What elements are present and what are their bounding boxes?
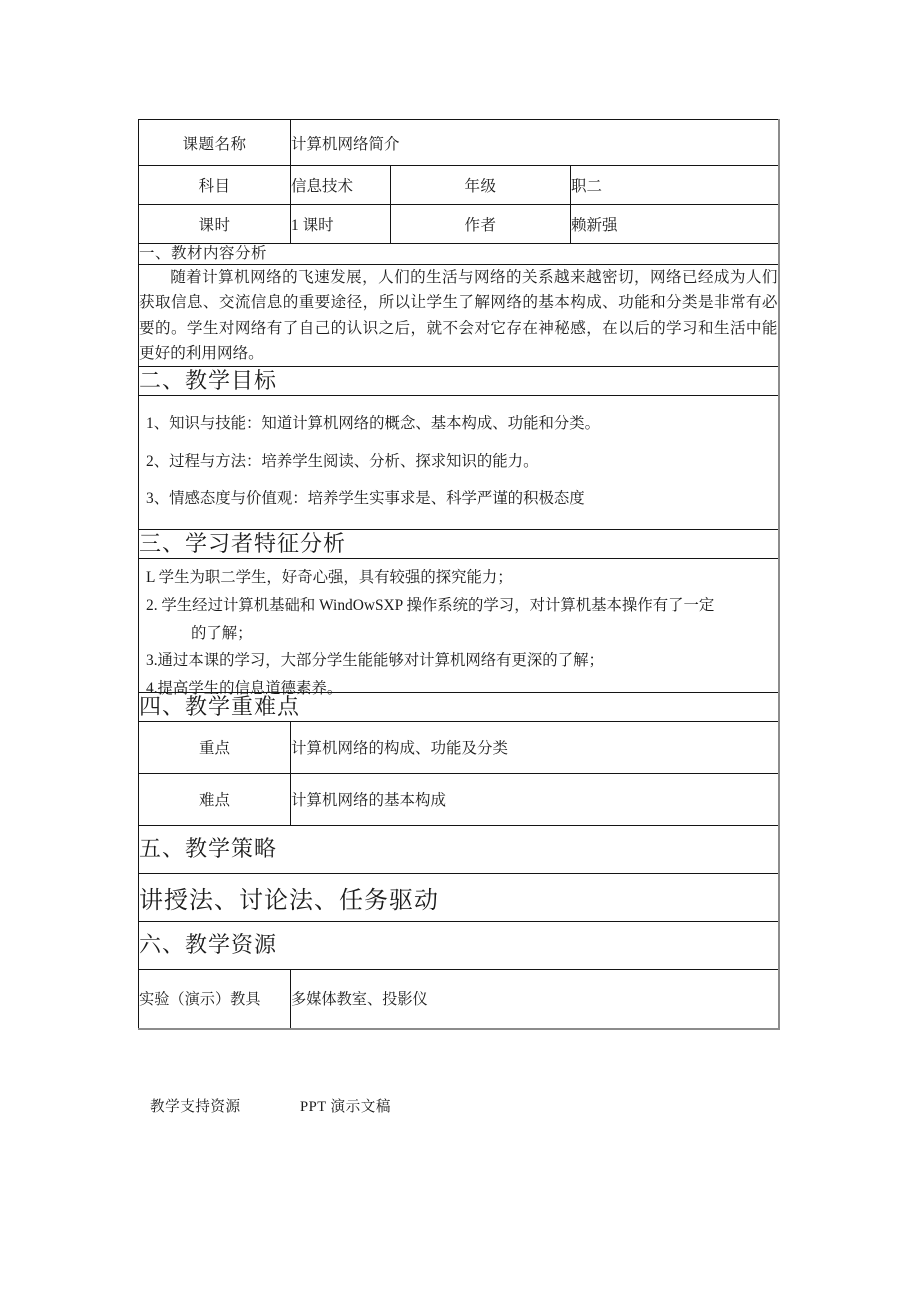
section-resources-heading: 六、教学资源	[139, 921, 779, 969]
topic-label: 课题名称	[139, 120, 291, 166]
author-value: 赖新强	[571, 205, 779, 244]
equipment-label: 实验（演示）教具	[139, 969, 291, 1029]
author-label: 作者	[391, 205, 571, 244]
table-row-material-heading	[139, 244, 779, 265]
section-material-heading: 一、教材内容分析	[139, 244, 779, 265]
equipment-value: 多媒体教室、投影仪	[291, 969, 779, 1029]
objective-item: 3、情感态度与价值观：培养学生实事求是、科学严谨的积极态度	[146, 490, 585, 508]
table-row-objectives-body	[139, 395, 779, 530]
table-row-difficulty	[139, 773, 779, 825]
subject-value: 信息技术	[291, 166, 391, 205]
table-row-equipment	[139, 969, 779, 1029]
table-row-learners-body	[139, 558, 779, 692]
difficulty-value: 计算机网络的基本构成	[291, 773, 779, 825]
section-objectives-list	[139, 395, 779, 530]
section-objectives-heading: 二、教学目标	[139, 367, 779, 396]
lesson-plan-table	[138, 119, 780, 1030]
table-row-objectives-heading	[139, 367, 779, 396]
grade-label: 年级	[391, 166, 571, 205]
section-material-paragraph: 随着计算机网络的飞速发展，人们的生活与网络的关系越来越密切，网络已经成为人们获取信息、交流信息的重要途径，所以让学生了解网络的基本构成、功能和分类是非常有必要的。学生对网络有了自己的认识之后，就不会对它存在神秘感，在以后的学习和生活中能更好的利用网络。	[139, 265, 779, 367]
learner-item-continuation: 的了解；	[191, 624, 253, 642]
support-resource-label: 教学支持资源	[150, 1099, 241, 1115]
objective-item: 2、过程与方法：培养学生阅读、分析、探求知识的能力。	[146, 452, 539, 470]
support-resource-value: PPT 演示文稿	[300, 1099, 391, 1115]
table-row-resources-heading	[139, 921, 779, 969]
learner-item: 2. 学生经过计算机基础和 WindOwSXP 操作系统的学习，对计算机基本操作有了一定	[146, 596, 715, 614]
learner-item: 4.提高学生的信息道德素养。	[146, 680, 343, 698]
learner-item: L 学生为职二学生，好奇心强，具有较强的探究能力；	[146, 568, 513, 586]
support-resource-row	[138, 1095, 778, 1135]
period-label: 课时	[139, 205, 291, 244]
table-row-learners-heading	[139, 530, 779, 559]
focus-value: 计算机网络的构成、功能及分类	[291, 721, 779, 773]
difficulty-label: 难点	[139, 773, 291, 825]
table-row-material-body	[139, 265, 779, 367]
section-strategy-heading: 五、教学策略	[139, 825, 779, 873]
section-keypoints-heading: 四、教学重难点	[139, 693, 779, 722]
table-row-strategy-body	[139, 873, 779, 921]
section-strategy-value: 讲授法、讨论法、任务驱动	[139, 873, 779, 921]
table-row-period-author	[139, 205, 779, 244]
table-row-topic	[139, 120, 779, 166]
learner-item: 3.通过本课的学习，大部分学生能能够对计算机网络有更深的了解；	[146, 652, 604, 670]
objective-item: 1、知识与技能：知道计算机网络的概念、基本构成、功能和分类。	[146, 414, 601, 432]
subject-label: 科目	[139, 166, 291, 205]
table-row-subject-grade	[139, 166, 779, 205]
section-learners-list	[139, 558, 779, 698]
grade-value: 职二	[571, 166, 779, 205]
section-learners-heading: 三、学习者特征分析	[139, 530, 779, 559]
table-row-strategy-heading	[139, 825, 779, 873]
focus-label: 重点	[139, 721, 291, 773]
table-row-focus	[139, 721, 779, 773]
period-value: 1 课时	[291, 205, 391, 244]
topic-value: 计算机网络简介	[291, 120, 779, 166]
